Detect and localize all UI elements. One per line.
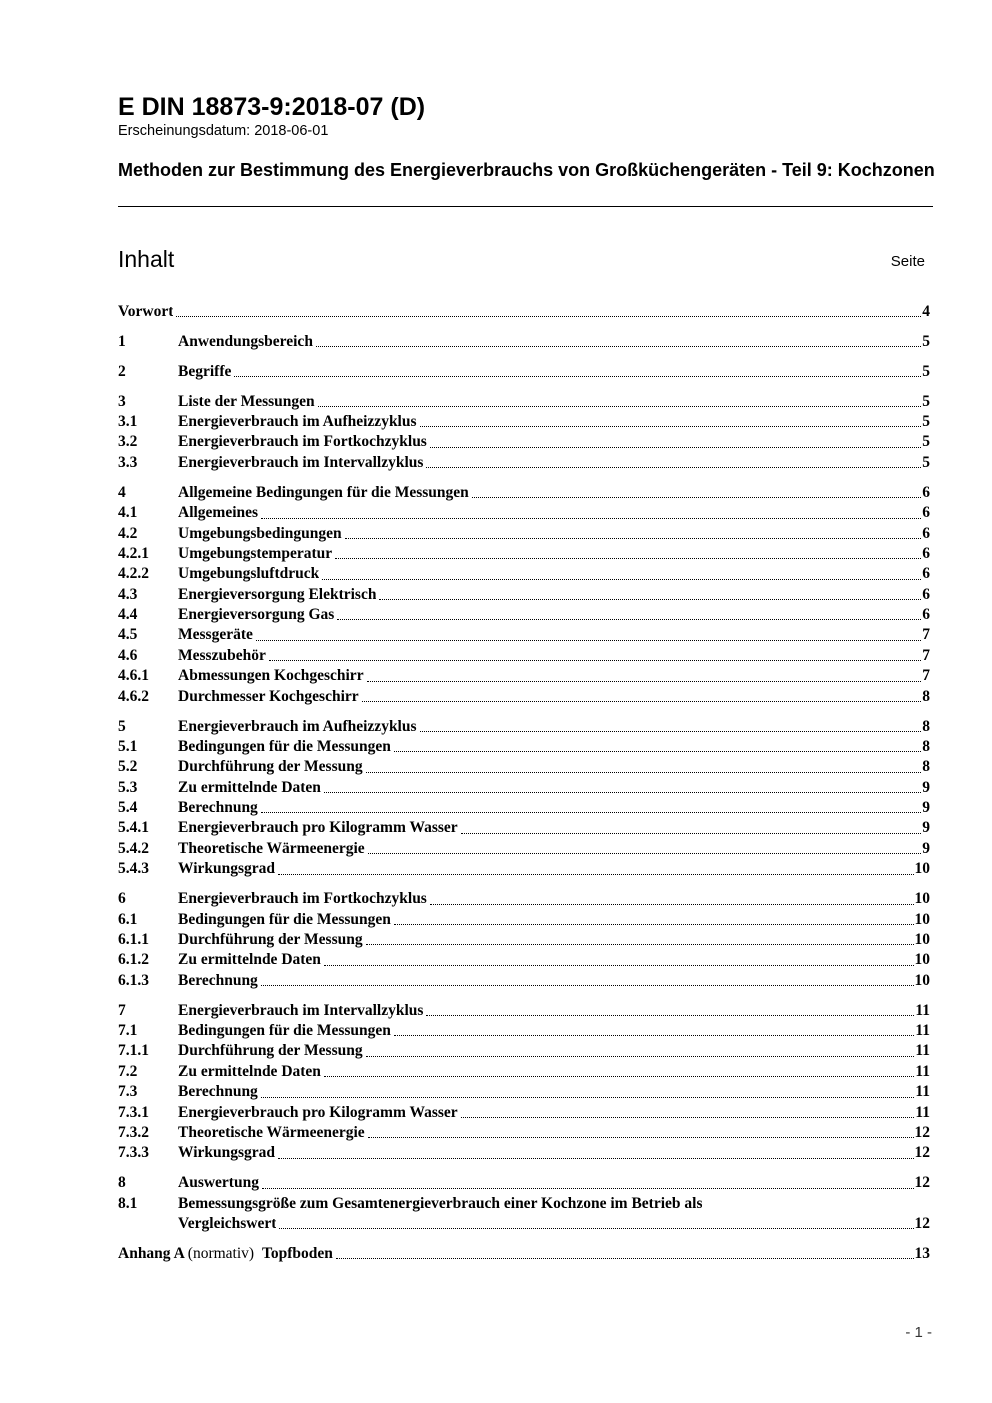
toc-entry[interactable] — [118, 1062, 930, 1082]
toc-entry-number: 3 — [118, 392, 126, 410]
toc-entry-title: Umgebungsbedingungen — [178, 524, 342, 542]
toc-entry[interactable] — [118, 737, 930, 757]
toc-entry-title: Berechnung — [178, 1083, 258, 1101]
toc-leader-dots — [176, 316, 921, 317]
toc-entry-number: 7.3.1 — [118, 1103, 149, 1121]
toc-entry-title: Allgemeines — [178, 504, 259, 522]
toc-entry-title: Zu ermittelnde Daten — [178, 951, 321, 969]
toc-entry-number: 8 — [118, 1174, 126, 1192]
toc-entry[interactable] — [118, 503, 930, 523]
toc-entry-title: Zu ermittelnde Daten — [178, 1062, 321, 1080]
toc-entry[interactable] — [118, 778, 930, 798]
toc-entry-title: Berechnung — [178, 799, 258, 817]
toc-leader-dots — [324, 965, 914, 966]
toc-heading: Inhalt — [118, 246, 175, 272]
toc-entry-title: Zu ermittelnde Daten — [178, 778, 321, 796]
toc-entry[interactable] — [118, 605, 930, 625]
toc-entry[interactable] — [118, 1001, 930, 1021]
toc-entry-title-continued: Vergleichswert — [178, 1215, 277, 1232]
toc-entry[interactable] — [118, 646, 930, 666]
toc-entry-title: Energieverbrauch pro Kilogramm Wasser — [178, 819, 458, 837]
toc-entry-title: Durchführung der Messung — [178, 758, 363, 776]
toc-entry-page: 5 — [922, 453, 930, 471]
toc-entry-page: 12 — [914, 1174, 930, 1192]
toc-entry-title: Durchführung der Messung — [178, 1042, 363, 1060]
toc-leader-dots — [420, 731, 922, 732]
publication-date: Erscheinungsdatum: 2018-06-01 — [118, 123, 329, 139]
toc-entry-title: Energieverbrauch im Aufheizzyklus — [178, 717, 417, 735]
toc-entry[interactable] — [118, 818, 930, 838]
toc-entry[interactable] — [118, 362, 930, 382]
toc-entry-number: 6.1 — [118, 910, 138, 928]
toc-group — [118, 483, 930, 707]
toc-leader-dots — [337, 619, 921, 620]
toc-entry-number: 7.3.3 — [118, 1144, 149, 1162]
toc-group — [118, 362, 930, 382]
toc-entry-number: 5.2 — [118, 758, 138, 776]
toc-entry-page: 11 — [915, 1083, 930, 1101]
toc-entry[interactable] — [118, 453, 930, 473]
toc-leader-dots — [278, 874, 913, 875]
toc-entry[interactable] — [118, 717, 930, 737]
toc-entry-title: Messgeräte — [178, 626, 253, 644]
toc-entry[interactable] — [118, 1143, 930, 1163]
toc-entry-page: 9 — [922, 799, 930, 817]
toc-entry-number: 7.3 — [118, 1083, 138, 1101]
toc-leader-dots — [426, 467, 921, 468]
toc-entry[interactable] — [118, 757, 930, 777]
toc-entry-page: 8 — [922, 758, 930, 776]
toc-entry-page: 6 — [922, 544, 930, 562]
toc-entry-number: 4.6.1 — [118, 667, 149, 685]
toc-entry[interactable] — [118, 971, 930, 991]
toc-leader-dots — [394, 751, 921, 752]
toc-entry-title: Theoretische Wärmeenergie — [178, 839, 365, 857]
toc-group — [118, 392, 930, 474]
toc-entry-number: 6.1.2 — [118, 951, 149, 969]
toc-entry-number: 2 — [118, 362, 126, 380]
toc-leader-dots — [426, 1015, 914, 1016]
toc-entry-title: Bedingungen für die Messungen — [178, 910, 391, 928]
toc-entry-title: Energieverbrauch im Fortkochzyklus — [178, 890, 427, 908]
toc-leader-dots — [394, 1035, 914, 1036]
toc-entry-page: 11 — [915, 1001, 930, 1019]
toc-leader-dots — [368, 853, 922, 854]
toc-group — [118, 889, 930, 991]
toc-leader-dots — [430, 447, 921, 448]
toc-leader-dots — [366, 1056, 915, 1057]
toc-entry-page: 10 — [914, 930, 930, 948]
toc-entry-title: Umgebungstemperatur — [178, 544, 333, 562]
toc-leader-dots — [278, 1158, 913, 1159]
toc-entry[interactable] — [118, 859, 930, 879]
toc-group-8 — [118, 1173, 930, 1234]
toc-entry-page: 7 — [922, 646, 930, 664]
toc-entry-title: Bemessungsgröße zum Gesamtenergieverbrauch einer Kochzone im Betrieb als — [178, 1194, 703, 1212]
toc-entry-page: 6 — [922, 606, 930, 624]
toc-leader-dots — [261, 1097, 915, 1098]
annex-title: Topfboden — [261, 1244, 333, 1262]
toc-entry-number: 8.1 — [118, 1194, 138, 1212]
toc-entry[interactable] — [118, 302, 930, 322]
toc-entry-number: 4.4 — [118, 606, 138, 624]
toc-entry-title: Abmessungen Kochgeschirr — [178, 667, 364, 685]
toc-leader-dots — [472, 497, 921, 498]
toc-entry-title: Energieversorgung Elektrisch — [178, 585, 377, 603]
toc-entry-title: Energieverbrauch im Intervallzyklus — [178, 1001, 424, 1019]
toc-entry-number: 4.5 — [118, 626, 138, 644]
toc-entry-number: 5.4.1 — [118, 819, 149, 837]
toc-entry-title: Auswertung — [178, 1174, 259, 1192]
toc-entry[interactable] — [118, 1082, 930, 1102]
toc-entry-page: 12 — [914, 1123, 930, 1141]
toc-entry-number: 4.2.2 — [118, 565, 149, 583]
toc-entry-page: 9 — [922, 819, 930, 837]
toc-entry-number: 4.1 — [118, 504, 138, 522]
toc-entry-number: 7.1 — [118, 1021, 138, 1039]
toc-entry[interactable] — [118, 1021, 930, 1041]
toc-entry[interactable] — [118, 910, 930, 930]
toc-entry[interactable] — [118, 432, 930, 452]
toc-entry[interactable] — [118, 889, 930, 909]
document-id: E DIN 18873-9:2018-07 (D) — [118, 93, 426, 121]
toc-leader-dots — [366, 772, 922, 773]
toc-entry-page: 11 — [915, 1062, 930, 1080]
toc-leader-dots — [316, 346, 921, 347]
toc-group-annex — [118, 1244, 930, 1264]
toc-entry-title: Vorwort — [118, 302, 174, 320]
toc-entry-title: Allgemeine Bedingungen für die Messungen — [178, 483, 469, 501]
toc-entry-title: Theoretische Wärmeenergie — [178, 1123, 365, 1141]
toc-page-column-label: Seite — [890, 253, 925, 270]
toc-entry-title: Wirkungsgrad — [178, 1144, 276, 1162]
toc-entry-number: 4.2 — [118, 524, 138, 542]
toc-entry[interactable] — [118, 1123, 930, 1143]
toc-entry[interactable] — [118, 544, 930, 564]
toc-entry-number: 3.1 — [118, 413, 138, 431]
toc-entry[interactable] — [118, 392, 930, 412]
toc-entry-line-1 — [118, 1194, 930, 1214]
toc-entry-title: Energieverbrauch pro Kilogramm Wasser — [178, 1103, 458, 1121]
toc-leader-dots — [335, 558, 921, 559]
toc-entry-number: 5.4 — [118, 799, 138, 817]
toc-leader-dots — [461, 833, 922, 834]
toc-entry-page: 6 — [922, 585, 930, 603]
toc-leader-dots — [322, 579, 921, 580]
toc-leader-dots — [324, 792, 921, 793]
toc-entry-number: 5.4.2 — [118, 839, 149, 857]
toc-leader-dots — [256, 640, 921, 641]
toc-leader-dots — [336, 1258, 914, 1259]
toc-entry-number: 3.3 — [118, 453, 138, 471]
toc-entry-annex[interactable] — [118, 1244, 930, 1264]
toc-entry[interactable] — [118, 798, 930, 818]
toc-leader-dots — [234, 376, 921, 377]
toc-entry-number: 3.2 — [118, 433, 138, 451]
toc-entry-number: 6.1.3 — [118, 971, 149, 989]
toc-entry-number: 7.2 — [118, 1062, 138, 1080]
toc-entry-page: 5 — [922, 362, 930, 380]
document-title: Methoden zur Bestimmung des Energieverbrauchs von Großküchengeräten - Teil 9: Kochzonen — [118, 160, 935, 180]
toc-entry-number: 4 — [118, 483, 126, 501]
toc-entry-number: 6 — [118, 890, 126, 908]
toc-entry-number: 5.3 — [118, 778, 138, 796]
toc-entry[interactable] — [118, 564, 930, 584]
toc-entry-page: 7 — [922, 626, 930, 644]
toc-entry-title: Energieverbrauch im Fortkochzyklus — [178, 433, 427, 451]
toc-entry-title: Umgebungsluftdruck — [178, 565, 320, 583]
toc-entry-title: Energieverbrauch im Intervallzyklus — [178, 453, 424, 471]
toc-entry[interactable] — [118, 930, 930, 950]
toc-entry-page: 6 — [922, 483, 930, 501]
toc-entry-page: 8 — [922, 687, 930, 705]
toc-entry-title: Anwendungsbereich — [178, 332, 313, 350]
toc-entry-page: 11 — [915, 1103, 930, 1121]
toc-entry[interactable] — [118, 332, 930, 352]
toc-entry-page: 12 — [914, 1215, 930, 1232]
toc-entry-page: 8 — [922, 737, 930, 755]
toc-leader-dots — [261, 812, 921, 813]
toc-entry-number: 7.3.2 — [118, 1123, 149, 1141]
toc-entry-title: Durchmesser Kochgeschirr — [178, 687, 359, 705]
page-number: - 1 - — [905, 1324, 932, 1341]
toc-leader-dots — [430, 904, 914, 905]
toc-entry-page: 5 — [922, 433, 930, 451]
toc-leader-dots — [262, 1188, 914, 1189]
toc-entry[interactable] — [118, 839, 930, 859]
toc-entry-multiline[interactable] — [118, 1194, 930, 1235]
toc-entry[interactable] — [118, 687, 930, 707]
toc-entry-title: Begriffe — [178, 362, 232, 380]
toc-entry[interactable] — [118, 625, 930, 645]
toc-entry-page: 6 — [922, 504, 930, 522]
toc-entry-page: 10 — [914, 860, 930, 878]
toc-entry[interactable] — [118, 412, 930, 432]
toc-leader-dots — [318, 406, 922, 407]
toc-leader-dots — [461, 1117, 915, 1118]
toc-entry-title: Energieverbrauch im Aufheizzyklus — [178, 413, 417, 431]
toc-entry-page: 7 — [922, 667, 930, 685]
toc-entry-number: 4.2.1 — [118, 544, 149, 562]
title-divider — [118, 206, 933, 207]
toc-leader-dots — [366, 944, 914, 945]
toc-leader-dots — [269, 660, 921, 661]
toc-groups — [118, 302, 930, 1164]
toc-entry-line-2 — [118, 1214, 930, 1234]
toc-entry-title: Liste der Messungen — [178, 392, 315, 410]
toc-entry-number: 6.1.1 — [118, 930, 149, 948]
toc-group — [118, 1001, 930, 1164]
toc-entry-number: 5.1 — [118, 737, 138, 755]
toc-leader-dots — [261, 518, 921, 519]
toc-entry-page: 6 — [922, 565, 930, 583]
toc-entry-title: Bedingungen für die Messungen — [178, 737, 391, 755]
toc-entry-number: 7 — [118, 1001, 126, 1019]
toc-entry-page: 13 — [914, 1244, 930, 1262]
toc-entry-number: 1 — [118, 332, 126, 350]
toc-leader-dots — [345, 538, 922, 539]
toc-group — [118, 302, 930, 322]
toc-entry-number: 4.3 — [118, 585, 138, 603]
toc-leader-dots — [394, 924, 914, 925]
toc-leader-dots — [420, 426, 922, 427]
toc-entry[interactable] — [118, 483, 930, 503]
toc-entry-page: 10 — [914, 890, 930, 908]
annex-label-group — [118, 1244, 333, 1264]
toc-entry-page: 11 — [915, 1042, 930, 1060]
toc-entry-page: 9 — [922, 839, 930, 857]
toc-entry-title: Messzubehör — [178, 646, 266, 664]
toc-entry-page: 10 — [914, 971, 930, 989]
toc-leader-dots — [261, 985, 914, 986]
toc-entry[interactable] — [118, 585, 930, 605]
toc-entry-page: 11 — [915, 1021, 930, 1039]
toc-entry[interactable] — [118, 1173, 930, 1193]
toc-leader-dots — [367, 681, 922, 682]
toc-entry-page: 6 — [922, 524, 930, 542]
toc-leader-dots — [379, 599, 921, 600]
toc-entry-page: 5 — [922, 392, 930, 410]
toc-entry-number: 5 — [118, 717, 126, 735]
annex-qualifier: (normativ) — [187, 1244, 255, 1262]
toc-entry-number: 4.6 — [118, 646, 138, 664]
toc-leader-dots — [324, 1076, 914, 1077]
table-of-contents — [118, 302, 930, 1274]
toc-entry-page: 9 — [922, 778, 930, 796]
toc-entry[interactable] — [118, 524, 930, 544]
toc-group — [118, 717, 930, 880]
toc-entry-page: 10 — [914, 951, 930, 969]
annex-label: Anhang A — [118, 1244, 184, 1262]
toc-entry-page: 8 — [922, 717, 930, 735]
toc-leader-dots — [279, 1228, 913, 1229]
toc-leader-dots — [362, 701, 922, 702]
toc-entry[interactable] — [118, 950, 930, 970]
toc-entry-title: Bedingungen für die Messungen — [178, 1021, 391, 1039]
toc-group — [118, 332, 930, 352]
toc-leader-dots — [368, 1137, 914, 1138]
toc-entry[interactable] — [118, 1103, 930, 1123]
toc-entry-page: 5 — [922, 332, 930, 350]
toc-entry-page: 5 — [922, 413, 930, 431]
toc-entry-page: 12 — [914, 1144, 930, 1162]
toc-entry-number: 7.1.1 — [118, 1042, 149, 1060]
toc-entry[interactable] — [118, 666, 930, 686]
toc-entry-number: 4.6.2 — [118, 687, 149, 705]
toc-entry-title: Berechnung — [178, 971, 258, 989]
toc-entry-page: 4 — [922, 302, 930, 320]
toc-entry[interactable] — [118, 1041, 930, 1061]
toc-entry-page: 10 — [914, 910, 930, 928]
toc-entry-title: Energieversorgung Gas — [178, 606, 335, 624]
toc-entry-number: 5.4.3 — [118, 860, 149, 878]
toc-entry-title: Wirkungsgrad — [178, 860, 276, 878]
toc-entry-title: Durchführung der Messung — [178, 930, 363, 948]
